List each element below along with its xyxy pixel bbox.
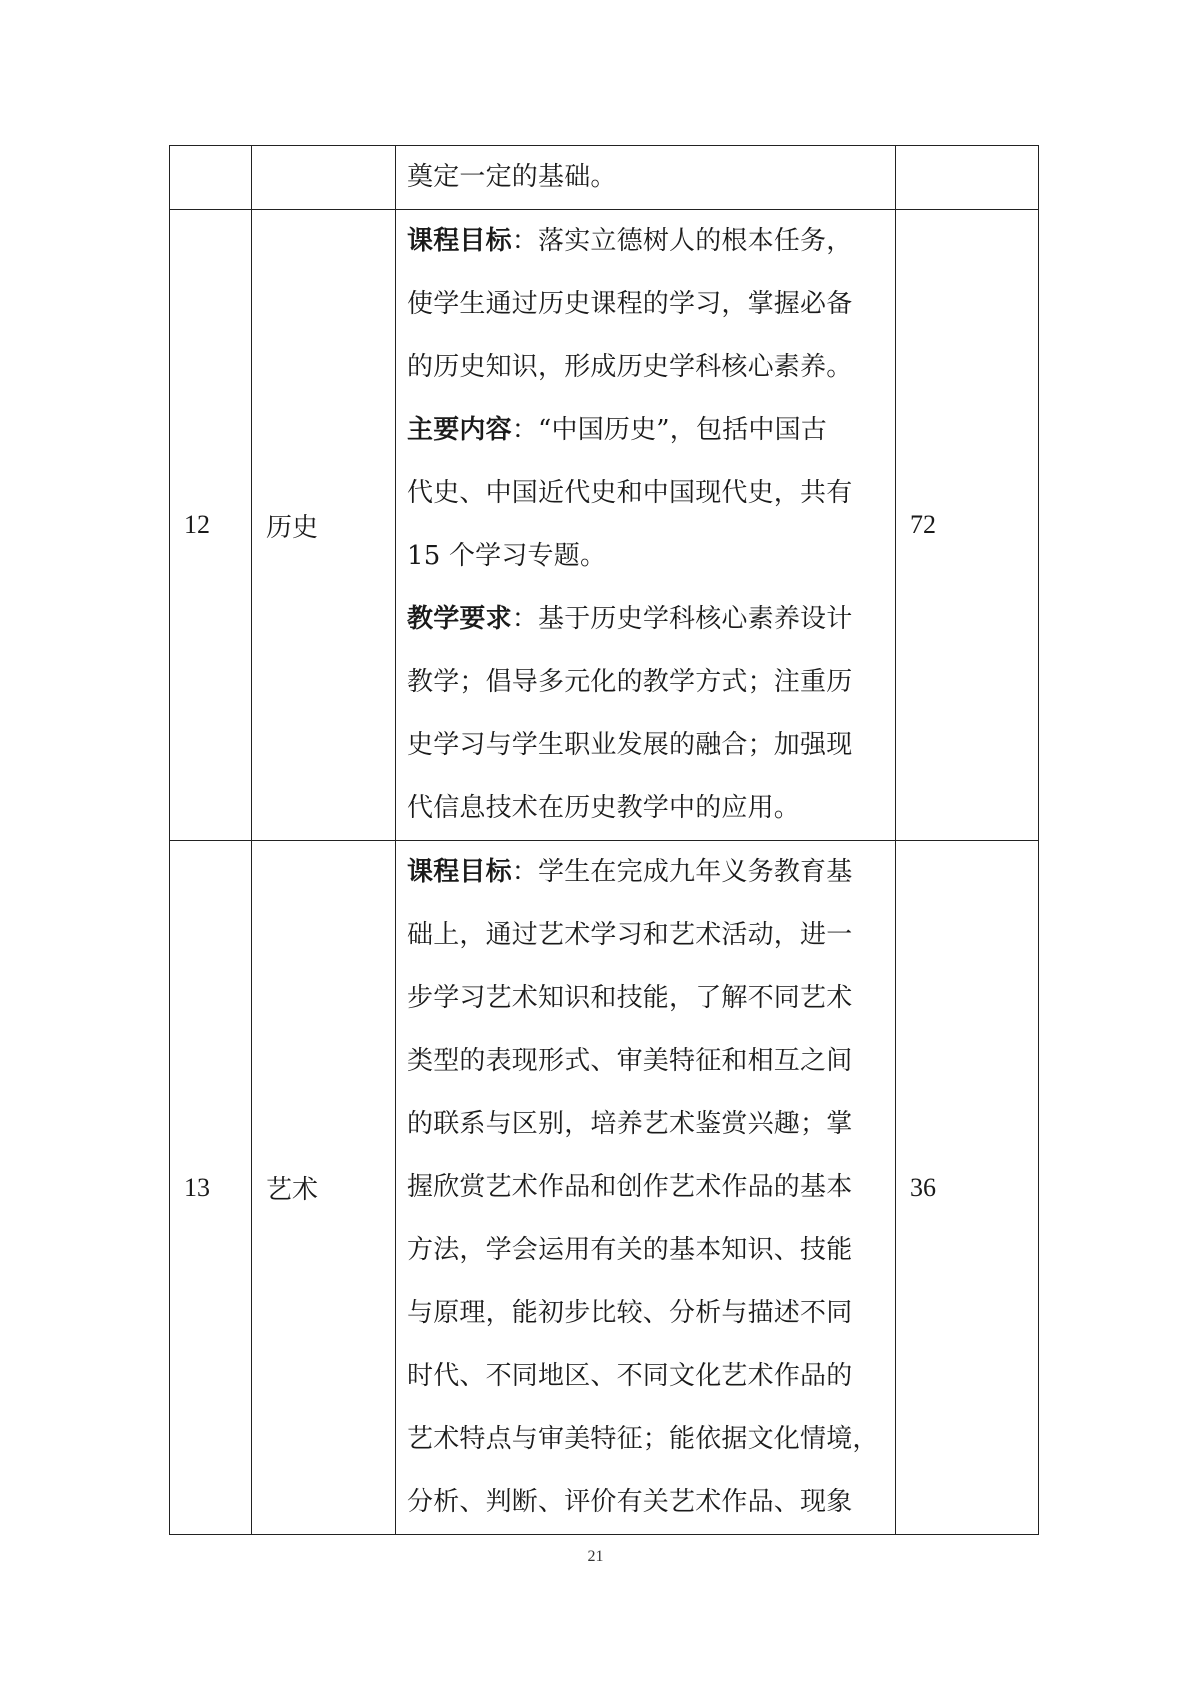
line-text: ：基于历史学科核心素养设计 [511,604,853,634]
description-line: 础上，通过艺术学习和艺术活动，进一 [407,920,853,950]
continuation-text: 奠定一定的基础。 [407,162,617,192]
description-line: 步学习艺术知识和技能，了解不同艺术 [407,983,853,1013]
section-label: 课程目标 [407,857,512,887]
description-line [407,588,885,651]
description-line: 与原理，能初步比较、分析与描述不同 [407,1298,853,1328]
description-line: 握欣赏艺术作品和创作艺术作品的基本 [407,1172,853,1202]
course-name: 历史 [252,210,396,841]
table-row-history [170,210,1039,841]
section-label: 课程目标 [407,226,512,256]
description-cell [396,146,896,210]
line-text: ：落实立德树人的根本任务， [511,226,853,256]
table-row-continuation [170,146,1039,210]
page-number: 21 [587,1548,604,1565]
table-row-art [170,841,1039,1535]
curriculum-table [169,145,1039,1535]
description-line [407,210,885,273]
description-line: 类型的表现形式、审美特征和相互之间 [407,1046,853,1076]
description-line: 的历史知识，形成历史学科核心素养。 [407,352,853,382]
section-label: 教学要求 [407,604,512,634]
description-line: 方法，学会运用有关的基本知识、技能 [407,1235,853,1265]
course-description [396,210,896,841]
description-line: 教学；倡导多元化的教学方式；注重历 [407,667,853,697]
description-line: 的联系与区别，培养艺术鉴赏兴趣；掌 [407,1109,853,1139]
description-line: 代史、中国近代史和中国现代史，共有 [407,478,853,508]
description-line: 史学习与学生职业发展的融合；加强现 [407,730,853,760]
section-label: 主要内容 [407,415,512,445]
description-line: 艺术特点与审美特征；能依据文化情境， [407,1424,879,1454]
description-line: 代信息技术在历史教学中的应用。 [407,793,801,823]
course-name-cell [252,146,396,210]
description-line [407,841,885,904]
description-line: 使学生通过历史课程的学习，掌握必备 [407,289,853,319]
course-hours: 72 [896,210,1039,841]
course-hours: 36 [896,841,1039,1535]
hours-cell [896,146,1039,210]
number-cell [170,146,252,210]
description-line: 时代、不同地区、不同文化艺术作品的 [407,1361,853,1391]
line-text: ：“中国历史”，包括中国古 [511,415,827,445]
description-line [407,399,885,462]
course-number: 12 [170,210,252,841]
description-line: 分析、判断、评价有关艺术作品、现象 [407,1487,853,1517]
course-name: 艺术 [252,841,396,1535]
line-text: ：学生在完成九年义务教育基 [511,857,853,887]
course-description [396,841,896,1535]
description-line: 15 个学习专题。 [407,541,607,571]
course-number: 13 [170,841,252,1535]
